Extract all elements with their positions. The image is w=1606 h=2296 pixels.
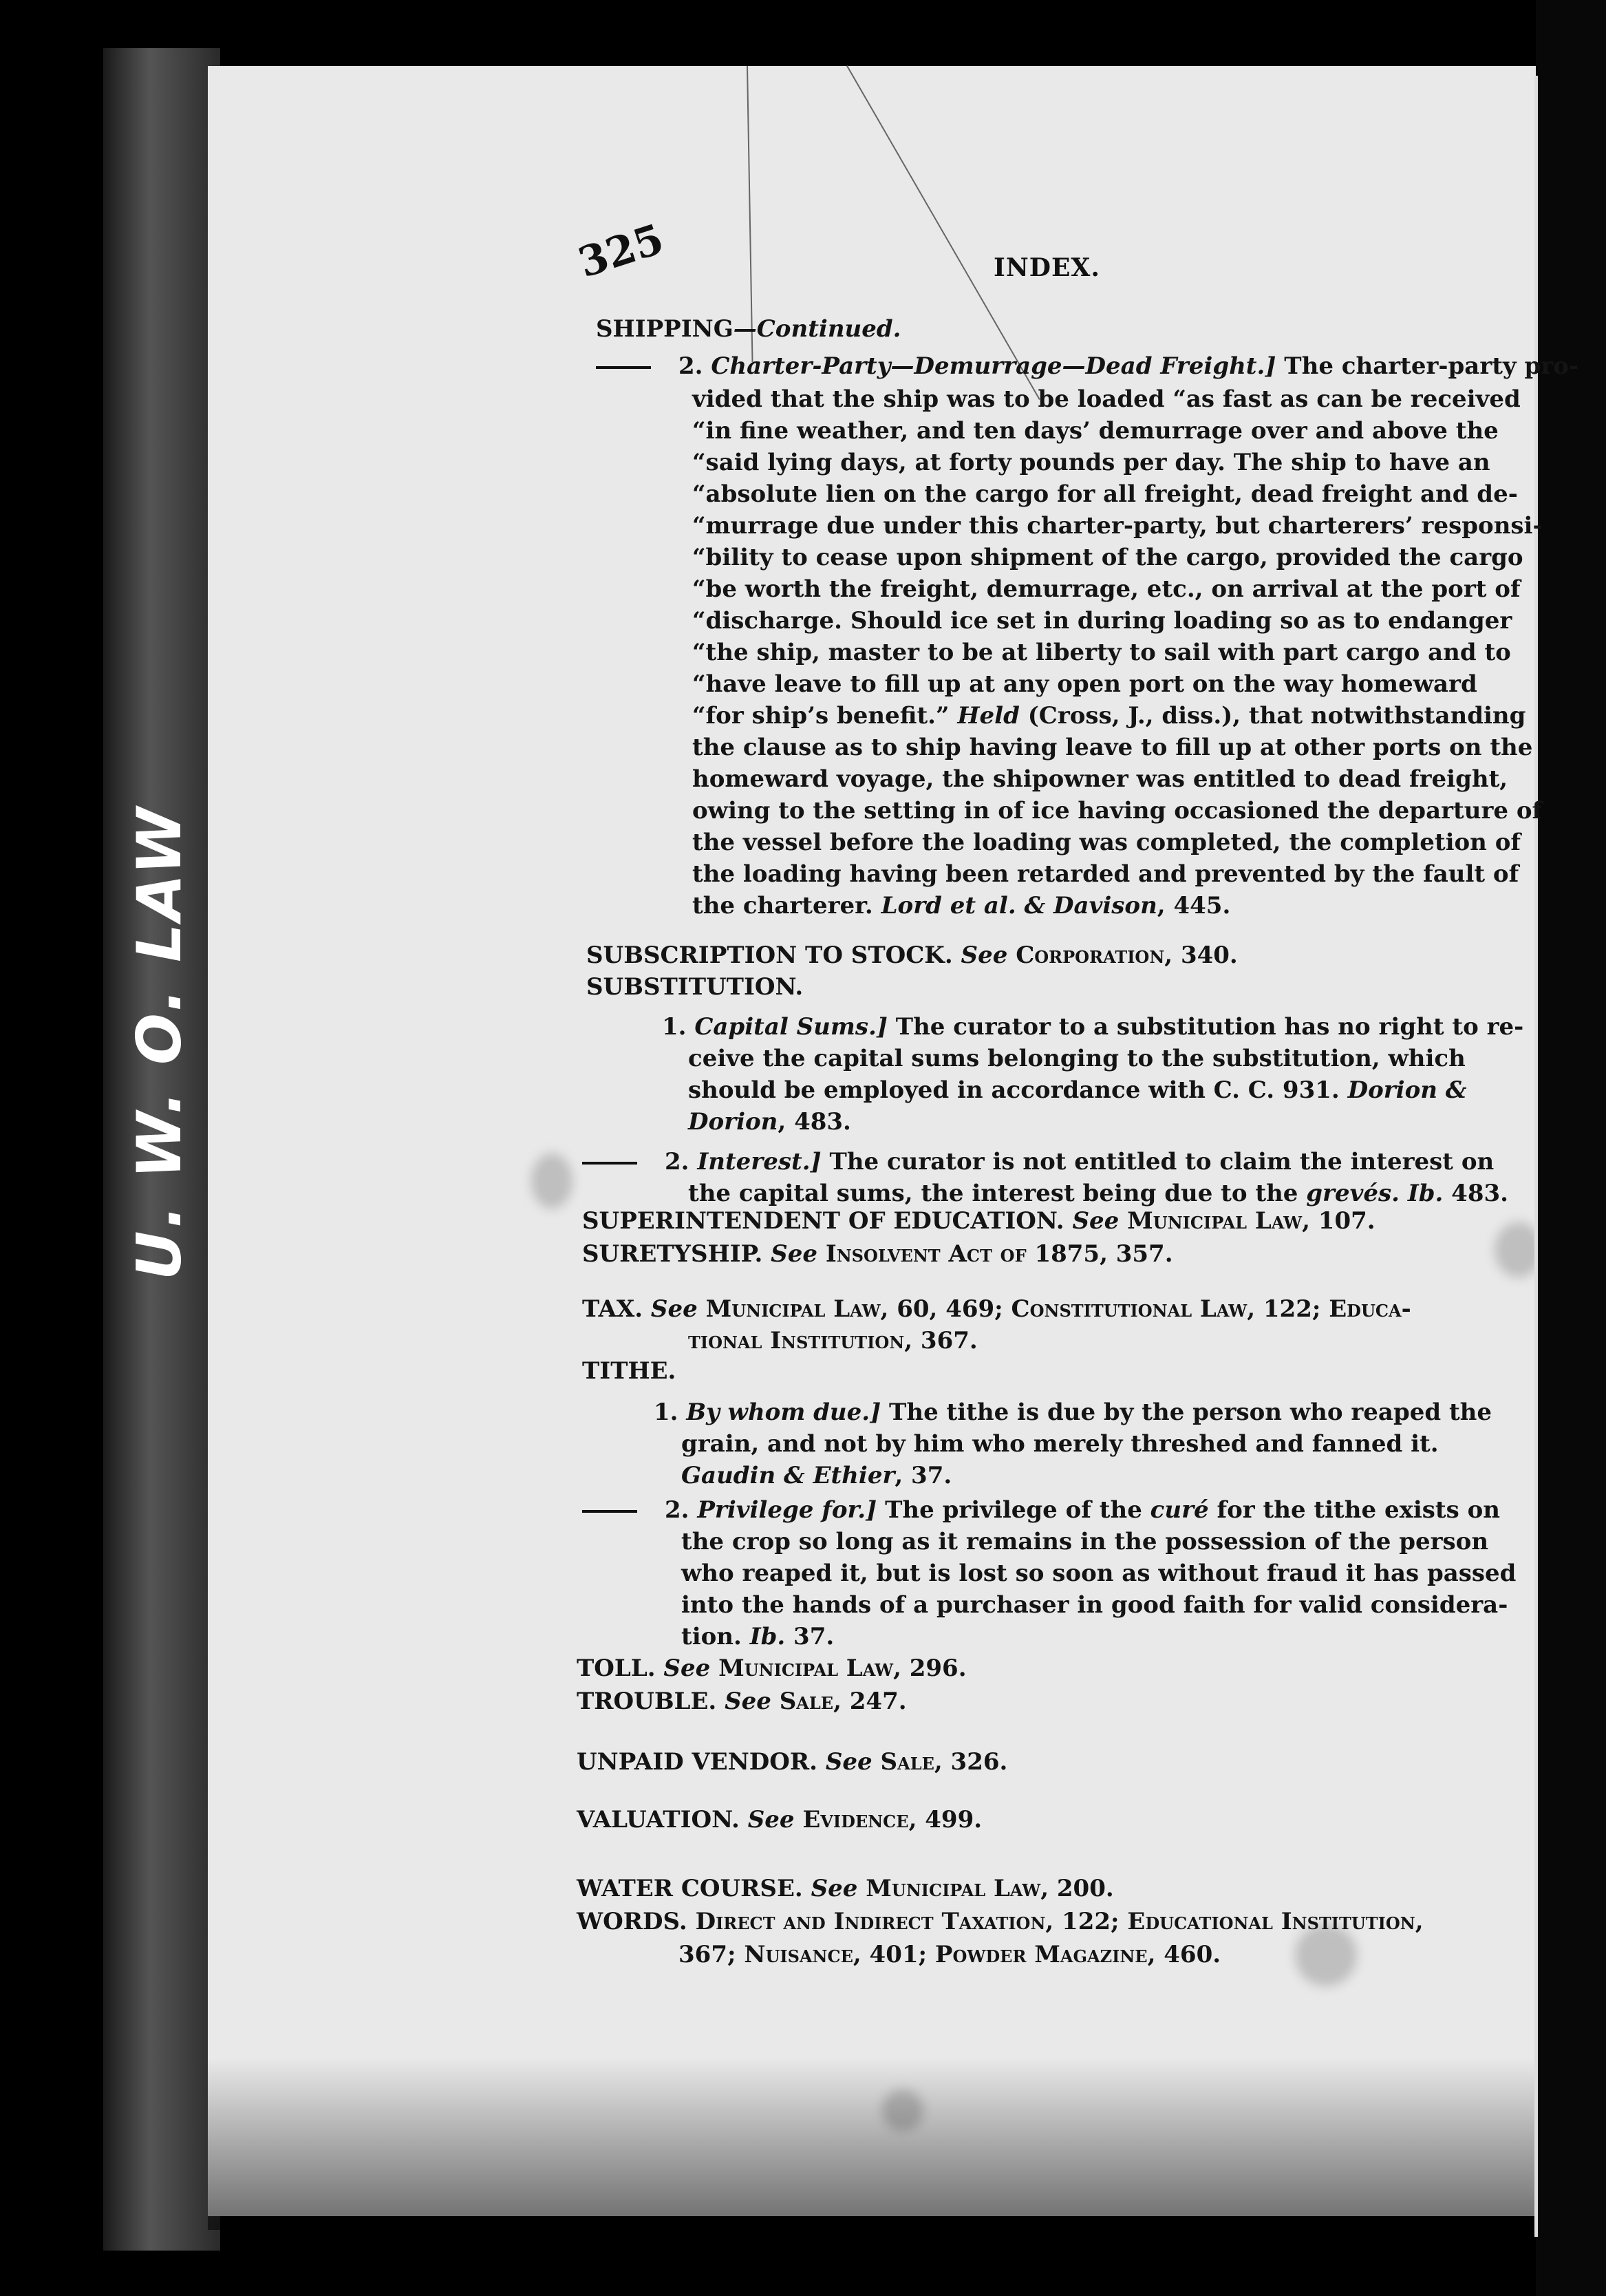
text-fragment: the capital sums, the interest being due to the (688, 1180, 1307, 1207)
text-line: The curator is not entitled to claim the interest on (829, 1148, 1495, 1176)
text-line: “murrage due under this charter-party, but charterers’ responsi- (692, 512, 1543, 540)
italic-word: curé (1150, 1496, 1209, 1524)
continued-label: —Continued. (733, 315, 901, 343)
text-line: “discharge. Should ice set in during loading so as to endanger (692, 607, 1512, 635)
text-line: The curator to a substitution has no right to re- (895, 1013, 1524, 1041)
entry-subscription (586, 940, 1238, 970)
scan-right-line (1534, 76, 1538, 2237)
text-line: The tithe is due by the person who reaped the (889, 1399, 1492, 1426)
entry-unpaid-vendor (577, 1747, 1007, 1777)
cross-reference: Sale, 247. (779, 1688, 907, 1715)
entry-valuation (577, 1805, 982, 1835)
cross-reference: Direct and Indirect Taxation, 122; Educational Institution, (695, 1908, 1424, 1935)
see-word: See (771, 1240, 817, 1268)
entry-toll (577, 1653, 967, 1683)
text-line: who reaped it, but is lost so soon as without fraud it has passed (681, 1560, 1517, 1587)
em-dash (582, 1162, 637, 1165)
text-line: the crop so long as it remains in the possession of the person (681, 1528, 1489, 1555)
text-fragment: The privilege of the (885, 1496, 1150, 1524)
scan-right-edge (1536, 0, 1606, 2296)
entry-head: WATER COURSE. (577, 1875, 803, 1902)
entry-head: UNPAID VENDOR. (577, 1748, 817, 1776)
text-line-held (692, 701, 1525, 731)
item-title: By whom due.] (686, 1399, 881, 1426)
text-line: “in fine weather, and ten days’ demurrage over and above the (692, 417, 1499, 445)
text-line: “be worth the freight, demurrage, etc., on arrival at the port of (692, 575, 1521, 603)
see-word: See (663, 1655, 711, 1682)
text-fragment: should be employed in accordance with C. C. 931. (688, 1076, 1340, 1104)
tithe-item-1 (654, 1397, 1492, 1427)
ibid: Ib. (749, 1623, 786, 1650)
entry-head: SUPERINTENDENT OF EDUCATION. (582, 1207, 1064, 1235)
text-line: owing to the setting in of ice having occasioned the departure of (692, 797, 1543, 825)
text-line: grain, and not by him who merely threshed and fanned it. (681, 1430, 1439, 1458)
text-line: into the hands of a purchaser in good faith for valid considera- (681, 1591, 1508, 1619)
item-title: Privilege for.] (697, 1496, 877, 1524)
item-title: Interest.] (697, 1148, 822, 1176)
text-line: “said lying days, at forty pounds per day. The ship to have an (692, 449, 1490, 476)
text-fragment: “for ship’s benefit.” (692, 702, 950, 730)
cross-reference: Municipal Law, 107. (1127, 1207, 1375, 1235)
text-line: “absolute lien on the cargo for all freight, dead freight and de- (692, 480, 1518, 508)
see-word: See (725, 1688, 771, 1715)
text-line: The charter-party pro- (1284, 352, 1579, 380)
text-line-cite (681, 1460, 952, 1491)
substitution-item-2 (582, 1147, 1494, 1177)
cross-reference: Insolvent Act of 1875, 357. (825, 1240, 1173, 1268)
text-line: the loading having been retarded and prevented by the fault of (692, 860, 1519, 888)
citation-page: 37. (785, 1623, 835, 1650)
see-word: See (825, 1748, 872, 1776)
cross-reference: Municipal Law, 200. (866, 1875, 1114, 1902)
held-word: Held (957, 702, 1020, 730)
case-citation: Lord et al. & Davison (881, 892, 1157, 920)
item-title: Capital Sums.] (694, 1013, 888, 1041)
cross-reference: Municipal Law, 296. (718, 1655, 967, 1682)
italic-word: grevés. (1306, 1180, 1400, 1207)
text-line: “bility to cease upon shipment of the cargo, provided the cargo (692, 544, 1523, 571)
text-line: ceive the capital sums belonging to the substitution, which (688, 1045, 1466, 1072)
cross-reference: Corporation, 340. (1016, 942, 1238, 969)
cross-reference: Sale, 326. (880, 1748, 1008, 1776)
entry-superintendent (582, 1206, 1375, 1236)
entry-shipping-head (596, 314, 901, 344)
substitution-item-1 (662, 1012, 1523, 1042)
item-number: 2. (665, 1148, 689, 1176)
case-citation: Gaudin & Ethier (681, 1462, 895, 1489)
entry-head: TAX. (582, 1295, 643, 1323)
ibid: Ib. (1407, 1180, 1444, 1207)
entry-head: VALUATION. (577, 1806, 740, 1833)
entry-shipping-sub (596, 351, 1578, 381)
page-header: INDEX. (994, 253, 1100, 282)
text-line: “the ship, master to be at liberty to sail with part cargo and to (692, 639, 1511, 666)
entry-head: TOLL. (577, 1655, 656, 1682)
text-line-cite (688, 1178, 1508, 1209)
text-fragment: tion. (681, 1623, 742, 1650)
entry-trouble (577, 1686, 907, 1716)
library-stamp (110, 805, 195, 1294)
text-line: homeward voyage, the shipowner was entitled to dead freight, (692, 765, 1508, 793)
see-word: See (811, 1875, 858, 1902)
scan-bottom-shadow (208, 2058, 1550, 2230)
text-fragment: (Cross, J., diss.), that notwithstanding (1019, 702, 1526, 730)
citation-page: , 483. (778, 1108, 851, 1136)
text-line-cite (692, 891, 1230, 921)
text-fragment: for the tithe exists on (1208, 1496, 1500, 1524)
text-line-cite (681, 1622, 834, 1652)
page-number: 325 (572, 215, 670, 288)
text-line: the clause as to ship having leave to fill up at other ports on the (692, 734, 1533, 761)
entry-head: SHIPPING (596, 315, 734, 343)
entry-head: TROUBLE. (577, 1688, 717, 1715)
entry-tithe-head: TITHE. (582, 1357, 676, 1385)
text-line-cite (688, 1107, 851, 1137)
stamp-text: U. W. O. LAW (124, 805, 195, 1280)
em-dash (596, 366, 651, 369)
cross-reference: 367; Nuisance, 401; Powder Magazine, 460. (678, 1941, 1221, 1968)
entry-head: SUBSCRIPTION TO STOCK. (586, 942, 953, 969)
citation-page: , 445. (1157, 892, 1231, 920)
text-line: “have leave to fill up at any open port on the way homeward (692, 670, 1477, 698)
item-title: Charter-Party—Demurrage—Dead Freight.] (711, 352, 1276, 380)
entry-water-course (577, 1873, 1114, 1904)
citation-page: 483. (1443, 1180, 1508, 1207)
cross-reference: Municipal Law, 60, 469; Constitutional Law, 122; Educa- (705, 1295, 1411, 1323)
text-line: vided that the ship was to be loaded “as fast as can be received (692, 385, 1521, 413)
text-line: the vessel before the loading was completed, the completion of (692, 829, 1521, 856)
entry-head: SURETYSHIP. (582, 1240, 763, 1268)
entry-tax (582, 1294, 1411, 1324)
see-word: See (1072, 1207, 1120, 1235)
case-citation: Dorion & (1347, 1076, 1467, 1104)
entry-substitution-head: SUBSTITUTION. (586, 973, 804, 1001)
see-word: See (747, 1806, 795, 1833)
entry-words (577, 1906, 1424, 1937)
see-word: See (650, 1295, 698, 1323)
item-number: 2. (665, 1496, 689, 1524)
see-word: See (961, 942, 1008, 969)
citation-page: , 37. (895, 1462, 952, 1489)
tithe-item-2 (582, 1495, 1500, 1525)
item-number: 2. (678, 352, 703, 380)
case-citation: Dorion (688, 1108, 778, 1136)
cross-reference: tional Institution, 367. (688, 1327, 978, 1354)
cross-reference: Evidence, 499. (802, 1806, 983, 1833)
entry-head: WORDS. (577, 1908, 687, 1935)
text-fragment: the charterer. (692, 892, 873, 920)
em-dash (582, 1510, 637, 1513)
entry-suretyship (582, 1239, 1173, 1269)
item-number: 1. (662, 1013, 687, 1041)
item-number: 1. (654, 1399, 678, 1426)
text-line-cite (688, 1075, 1467, 1105)
